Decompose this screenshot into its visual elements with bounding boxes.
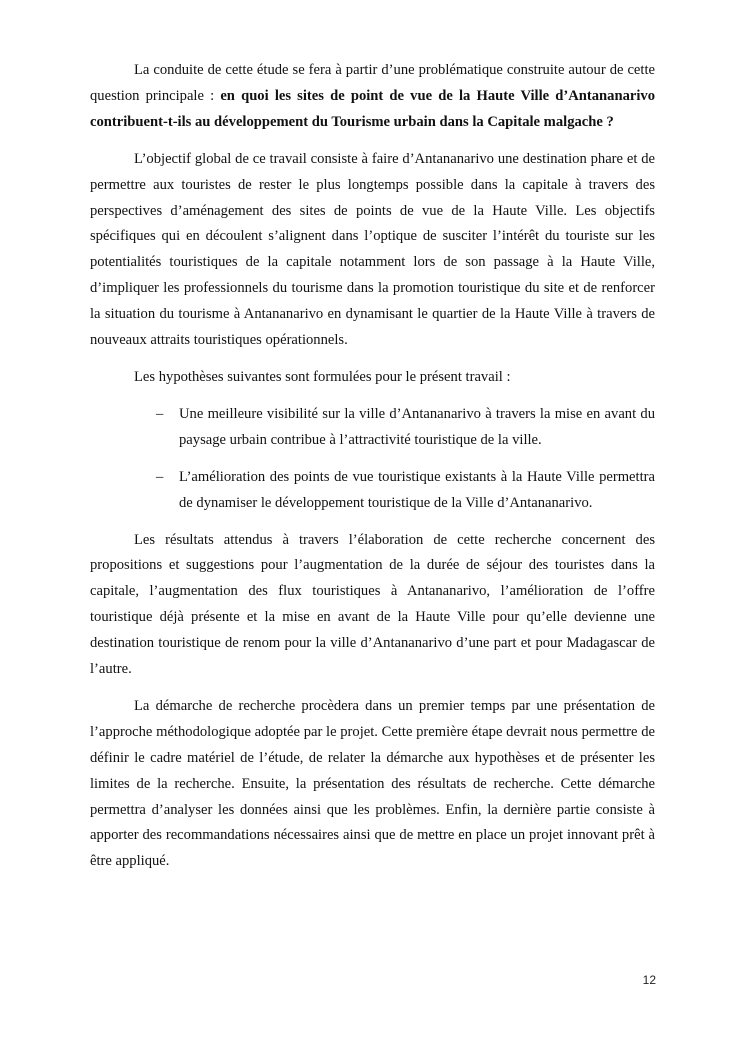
objectives-paragraph: L’objectif global de ce travail consiste à faire d’Antananarivo une destination phare et de permettre aux touristes de rester le plus longtemps possible dans la capitale à travers des perspectives d’aménagement des sites de points de vue de la Haute Ville. Les objectifs spécifiques qui en découlent s’alignent dans l’optique de susciter l’intérêt du touriste sur les potentialités touristiques de la capitale notamment lors de son passage à la Haute Ville, d’impliquer les professionnels du tourisme dans la promotion touristique du site et de renforcer la situation du tourisme à Antananarivo en dynamisant le quartier de la Haute Ville à travers de nouveaux attraits touristiques opérationnels. — [90, 150, 655, 349]
hypothesis-text: Une meilleure visibilité sur la ville d’Antananarivo à travers la mise en avant du paysage urbain contribue à l’attractivité touristique de la ville. — [179, 405, 655, 448]
page-number: 12 — [642, 973, 656, 987]
list-item — [156, 465, 655, 517]
hypotheses-list — [90, 402, 655, 517]
list-item — [156, 402, 655, 454]
problem-paragraph — [90, 58, 655, 136]
research-question: en quoi les sites de point de vue de la Haute Ville d’Antananarivo contribuent-t-ils au développement du Tourisme urbain dans la Capitale malgache ? — [90, 87, 655, 130]
hypothesis-text: L’amélioration des points de vue touristique existants à la Haute Ville permettra de dynamiser le développement touristique de la Ville d’Antananarivo. — [179, 468, 655, 511]
hypotheses-intro: Les hypothèses suivantes sont formulées pour le présent travail : — [134, 368, 511, 385]
body-text — [90, 58, 655, 875]
dash-bullet: – — [156, 468, 164, 485]
dash-bullet: – — [156, 405, 164, 422]
results-paragraph: Les résultats attendus à travers l’élaboration de cette recherche concernent des propositions et suggestions pour l’augmentation de la durée de séjour des touristes dans la capitale, l’augmentation des flux touristiques à Antananarivo, l’amélioration de l’offre touristique déjà présente et la mise en avant de la Haute Ville pour qu’elle devienne une destination touristique de renom pour la ville d’Antananarivo d’une part et pour Madagascar de l’autre. — [90, 531, 655, 678]
method-paragraph: La démarche de recherche procèdera dans un premier temps par une présentation de l’approche méthodologique adoptée par le projet. Cette première étape devrait nous permettre de définir le cadre matériel de l’étude, de relater la démarche aux hypothèses et de présenter les limites de la recherche. Ensuite, la présentation des résultats de recherche. Cette démarche permettra d’analyser les données ainsi que les problèmes. Enfin, la dernière partie consiste à apporter des recommandations nécessaires ainsi que de mettre en place un projet innovant prêt à être appliqué. — [90, 697, 655, 870]
problem-lead: La conduite de cette étude se fera à partir d’une problématique construite autour de cette question principale : — [90, 62, 655, 104]
